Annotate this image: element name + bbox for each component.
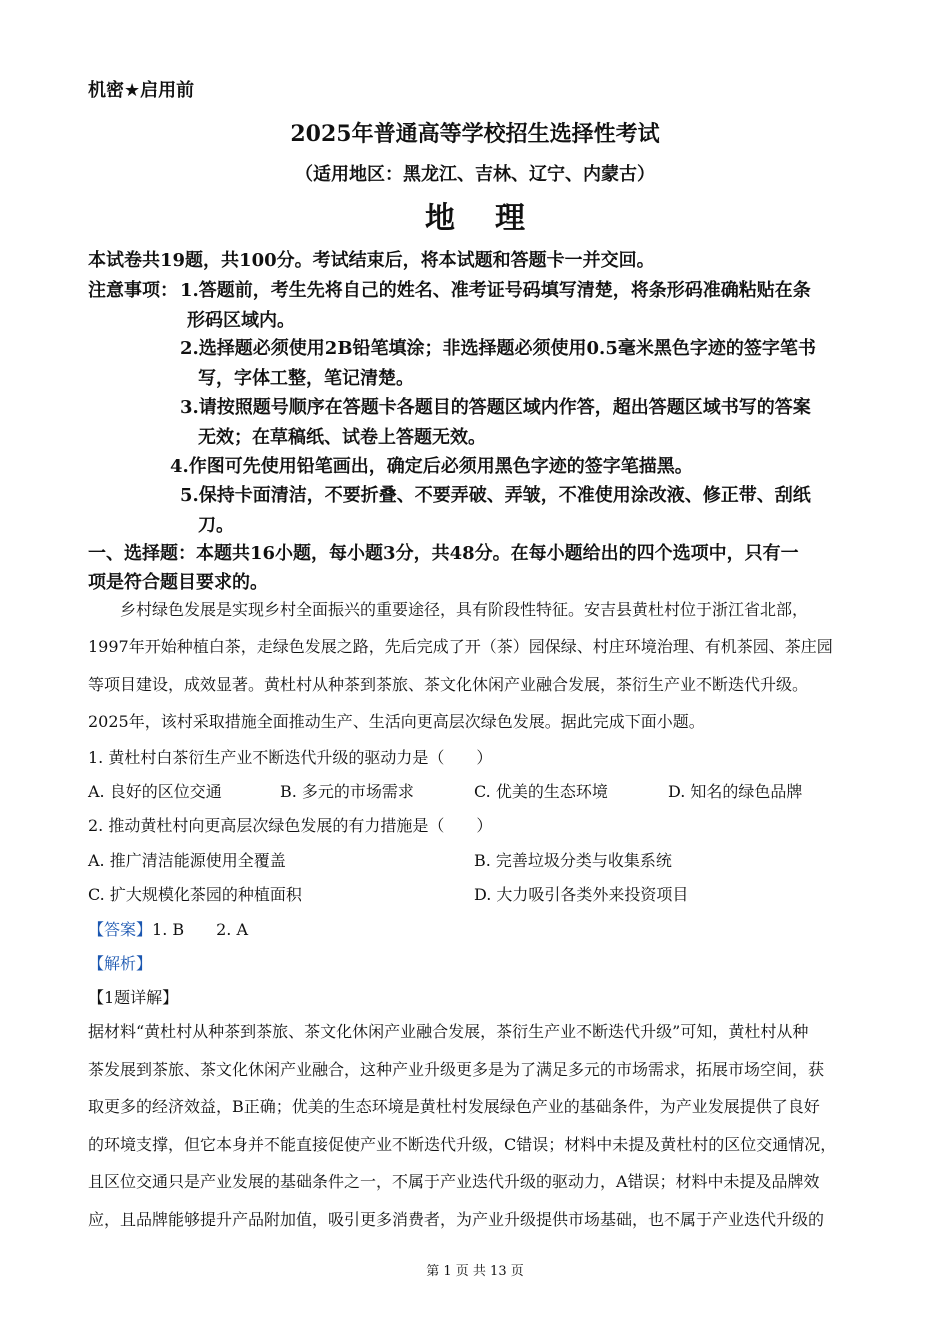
detail-line: 应，且品牌能够提升产品附加值，吸引更多消费者，为产业升级提供市场基础，也不属于产业迭代升级的 xyxy=(88,1210,825,1229)
note-5: 5.保持卡面清洁，不要折叠、不要弄破、弄皱，不准使用涂改液、修正带、刮纸 xyxy=(180,485,811,506)
question-2-option-d: D. 大力吸引各类外来投资项目 xyxy=(474,885,689,904)
question-1-option-b: B. 多元的市场需求 xyxy=(280,782,414,801)
note-3-cont: 无效；在草稿纸、试卷上答题无效。 xyxy=(198,427,486,448)
note-2: 2.选择题必须使用2B铅笔填涂；非选择题必须使用0.5毫米黑色字迹的签字笔书 xyxy=(180,338,816,359)
question-1-stem: 1. 黄杜村白茶衍生产业不断迭代升级的驱动力是（ ） xyxy=(88,748,493,767)
question-1-option-d: D. 知名的绿色品牌 xyxy=(668,782,803,801)
note-4: 4.作图可先使用铅笔画出，确定后必须用黑色字迹的签字笔描黑。 xyxy=(170,456,693,477)
question-2-stem: 2. 推动黄杜村向更高层次绿色发展的有力措施是（ ） xyxy=(88,816,493,835)
note-2-cont: 写，字体工整，笔记清楚。 xyxy=(198,368,414,389)
confidential-label: 机密★启用前 xyxy=(88,80,195,101)
notes-label: 注意事项： xyxy=(88,280,178,301)
answer-row xyxy=(88,917,248,940)
passage-line: 乡村绿色发展是实现乡村全面振兴的重要途径，具有阶段性特征。安吉县黄杜村位于浙江省北部， xyxy=(120,600,809,619)
analysis-label: 【解析】 xyxy=(88,954,153,973)
note-3: 3.请按照题号顺序在答题卡各题目的答题区域内作答，超出答题区域书写的答案 xyxy=(180,397,811,418)
note-1-cont: 形码区域内。 xyxy=(187,310,295,331)
note-1: 1.答题前，考生先将自己的姓名、准考证号码填写清楚，将条形码准确粘贴在条 xyxy=(180,280,811,301)
section-heading: 一、选择题：本题共16小题，每小题3分，共48分。在每小题给出的四个选项中，只有一 xyxy=(88,543,799,564)
passage-line: 等项目建设，成效显著。黄杜村从种茶到茶旅、茶文化休闲产业融合发展，茶衍生产业不断迭代升级。 xyxy=(88,675,809,694)
section-heading-cont: 项是符合题目要求的。 xyxy=(88,572,268,593)
detail-line: 茶发展到茶旅、茶文化休闲产业融合，这种产业升级更多是为了满足多元的市场需求，拓展市场空间，获 xyxy=(88,1060,825,1079)
detail-line: 取更多的经济效益，B正确；优美的生态环境是黄杜村发展绿色产业的基础条件，为产业发展提供了良好 xyxy=(88,1097,820,1116)
question-1-option-a: A. 良好的区位交通 xyxy=(88,782,222,801)
passage-line: 1997年开始种植白茶，走绿色发展之路，先后完成了开（茶）园保绿、村庄环境治理、有机茶园、茶庄园 xyxy=(88,637,833,656)
question-2-option-c: C. 扩大规模化茶园的种植面积 xyxy=(88,885,302,904)
question-2-option-a: A. 推广清洁能源使用全覆盖 xyxy=(88,851,286,870)
exam-title: 2025年普通高等学校招生选择性考试 xyxy=(290,121,660,147)
region-note: （适用地区：黑龙江、吉林、辽宁、内蒙古） xyxy=(295,164,655,185)
answer-label: 【答案】 xyxy=(88,920,153,939)
subject-title: 地理 xyxy=(425,201,565,236)
intro-text: 本试卷共19题，共100分。考试结束后，将本试题和答题卡一并交回。 xyxy=(88,250,655,271)
detail-line: 据材料“黄杜村从种茶到茶旅、茶文化休闲产业融合发展，茶衍生产业不断迭代升级”可知，黄杜村从种 xyxy=(88,1022,809,1041)
detail-label: 【1题详解】 xyxy=(88,988,179,1007)
page-footer: 第 1 页 共 13 页 xyxy=(426,1264,524,1279)
question-2-option-b: B. 完善垃圾分类与收集系统 xyxy=(474,851,672,870)
detail-line: 且区位交通只是产业发展的基础条件之一，不属于产业迭代升级的驱动力，A错误；材料中未提及品牌效 xyxy=(88,1172,820,1191)
detail-line: 的环境支撑，但它本身并不能直接促使产业不断迭代升级，C错误；材料中未提及黄杜村的区位交通情况， xyxy=(88,1135,837,1154)
answer-text: 1. B 2. A xyxy=(152,920,249,939)
note-5-cont: 刀。 xyxy=(198,515,234,536)
passage-line: 2025年，该村采取措施全面推动生产、生活向更高层次绿色发展。据此完成下面小题。 xyxy=(88,712,705,731)
question-1-option-c: C. 优美的生态环境 xyxy=(474,782,608,801)
